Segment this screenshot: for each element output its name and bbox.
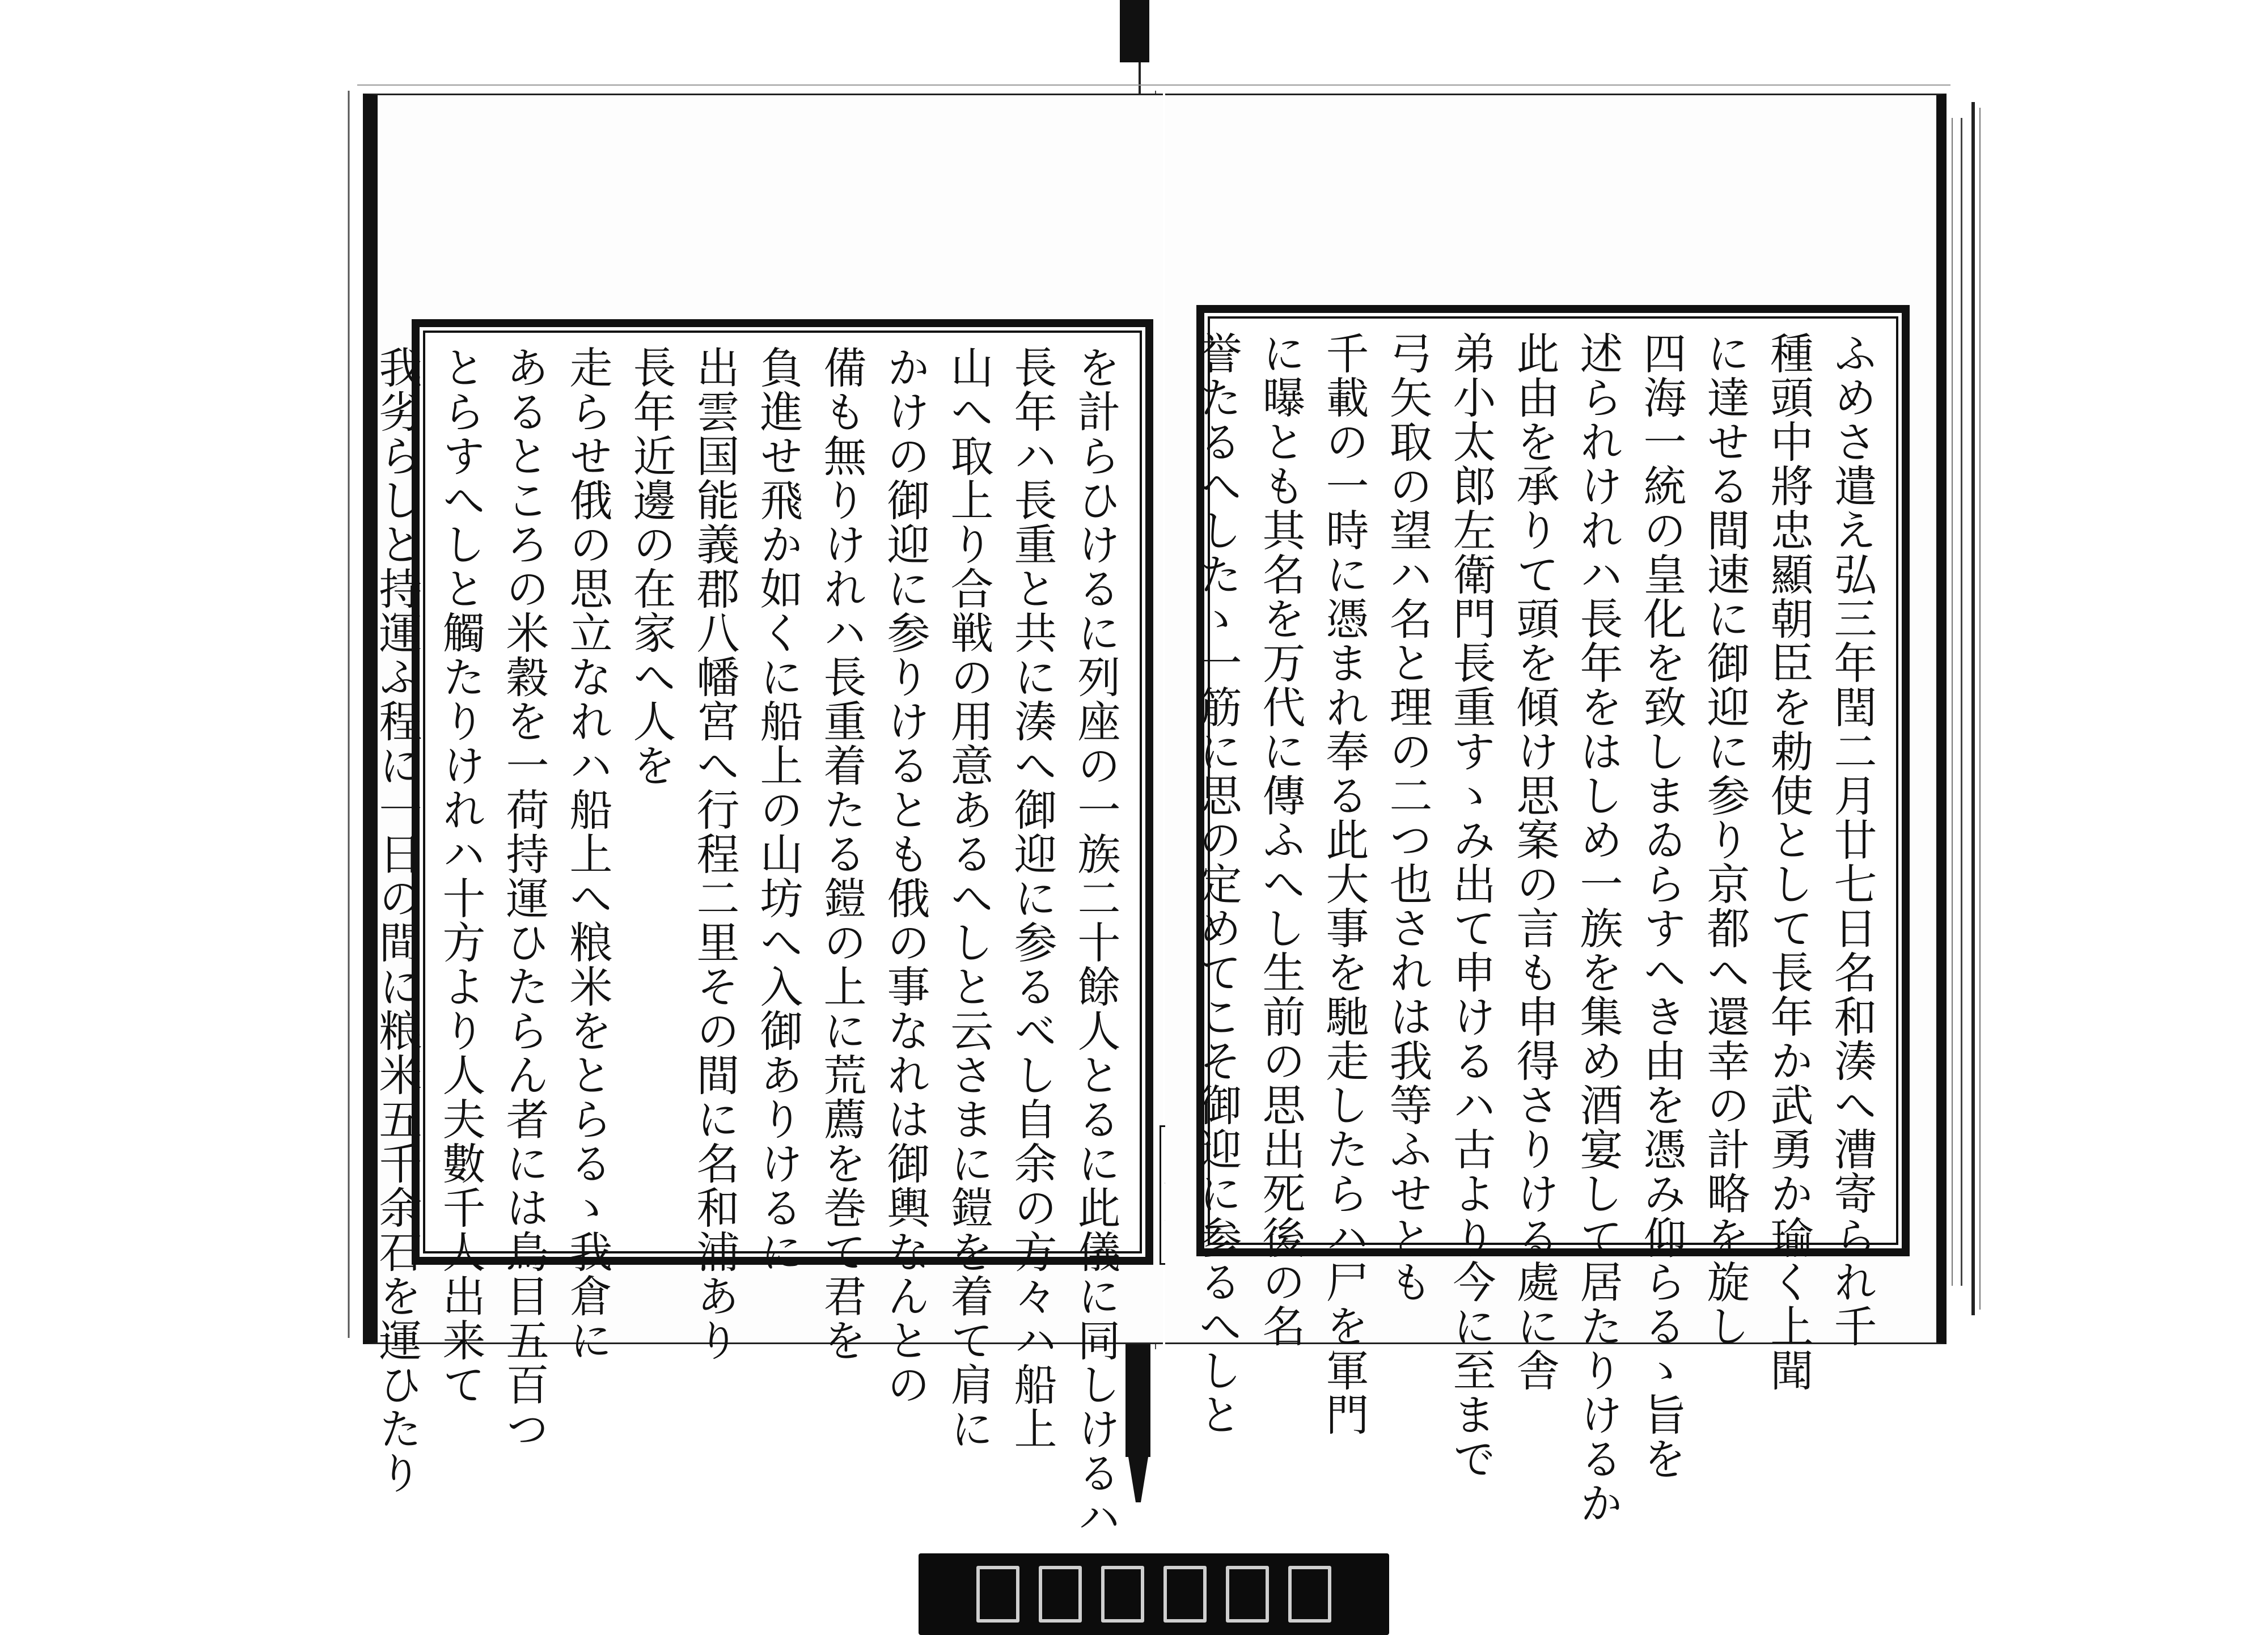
text-line: 弟小太郎左衛門長重すゝみ出て申けるハ古より今に至まで — [1446, 331, 1496, 1481]
right-text-block — [1192, 331, 1884, 1525]
text-line: に達せる間速に御迎に参り京都へ還幸の計略を旋し — [1700, 331, 1750, 1348]
text-line: かけの御迎に参りけるとも俄の事なれは御輿なんとの — [880, 345, 930, 1407]
text-line: 出雲国能義郡八幡宮へ行程二里その間に名和浦あり — [689, 345, 740, 1362]
stamp-glyph — [1039, 1566, 1082, 1623]
text-line: 長年ハ長重と共に湊へ御迎に参るべし自余の方々ハ船上 — [1007, 345, 1057, 1451]
text-line: 長年近邊の在家へ人を — [626, 345, 676, 787]
stamp-glyph — [976, 1566, 1019, 1623]
library-stamp — [919, 1553, 1389, 1635]
right-page — [1165, 94, 1947, 1525]
stamp-glyph — [1163, 1566, 1207, 1623]
text-line: 此由を承りて頭を傾け思案の言も申得さりける處に舎 — [1509, 331, 1560, 1392]
left-text-frame — [372, 319, 1153, 1539]
text-line: ふめさ遣え弘三年閏二月廿七日名和湊へ漕寄られ千 — [1827, 331, 1877, 1348]
text-line: 種頭中將忠顯朝臣を勅使として長年か武勇か瑜く上聞 — [1763, 331, 1814, 1392]
stamp-glyph — [1226, 1566, 1269, 1623]
text-line: 誉たるへしたゝ一筋に思の定めてこそ御迎に参るへしと — [1192, 331, 1242, 1437]
text-line: 四海一統の皇化を致しまゐらすへき由を憑み仰らるゝ旨を — [1636, 331, 1687, 1481]
text-line: 千載の一時に憑まれ奉る此大事を馳走したらハ尸を軍門 — [1319, 331, 1369, 1437]
text-line: 弓矢取の望ハ名と理の二つ也されは我等ふせとも — [1382, 331, 1433, 1304]
text-line: を計らひけるに列座の一族二十餘人とるに此儀に同しけるハ — [1070, 345, 1121, 1539]
text-line: 備も無りけれハ長重着たる鎧の上に荒薦を巻て君を — [816, 345, 867, 1362]
text-line: あるところの米穀を一荷持運ひたらん者には鳥目五百つ — [499, 345, 549, 1451]
stamp-glyph — [1288, 1566, 1331, 1623]
text-line: 我劣らしと持運ふ程に一日の間に粮米五千余石を運ひたり — [372, 345, 422, 1495]
text-line: 負進せ飛か如くに船上の山坊へ入御ありけるに — [753, 345, 803, 1274]
text-line: に曝とも其名を万代に傳ふへし生前の思出死後の名 — [1255, 331, 1306, 1348]
left-page — [363, 94, 1163, 1539]
text-line: 述られけれハ長年をはしめ一族を集め酒宴して居たりけるか — [1573, 331, 1623, 1525]
text-line: とらすへしと觸たりけれハ十方より人夫數千人出来て — [435, 345, 486, 1407]
right-text-frame — [1192, 305, 1910, 1525]
stamp-glyph — [1101, 1566, 1144, 1623]
left-text-block — [372, 345, 1127, 1539]
text-line: 走らせ俄の思立なれハ船上へ粮米をとらるゝ我倉に — [562, 345, 613, 1362]
text-line: 山へ取上り合戦の用意あるへしと云さまに鎧を着て肩に — [943, 345, 994, 1451]
